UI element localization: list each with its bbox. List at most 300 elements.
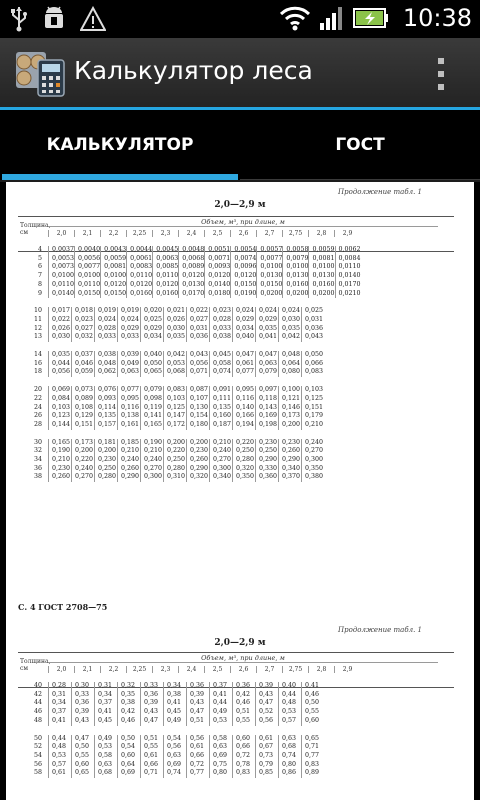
volume-cell: 0,56 — [164, 743, 187, 752]
table-row — [49, 717, 325, 726]
thickness-cell: 56 — [33, 760, 42, 768]
thickness-cell: 32 — [33, 447, 42, 455]
volume-cell: 0,143 — [256, 404, 279, 413]
document-viewer[interactable] — [0, 182, 480, 800]
thickness-column — [24, 246, 42, 298]
volume-cell: 0,34 — [164, 682, 187, 691]
volume-cell: 0,045 — [210, 351, 233, 360]
document-page-1 — [6, 182, 474, 552]
length-header-cell: 2,75 — [282, 230, 308, 237]
volume-cell: 0,63 — [279, 735, 302, 744]
volume-cell: 0,033 — [118, 333, 141, 342]
table-row — [49, 368, 325, 377]
app-logo-icon[interactable] — [14, 48, 66, 98]
table-title: 2,0—2,9 м — [214, 200, 266, 210]
volume-cell: 0,103 — [49, 404, 72, 413]
volume-cell: 0,0130 — [309, 272, 335, 281]
volume-cell: 0,89 — [302, 769, 325, 778]
length-header-cell: 2,8 — [308, 230, 334, 237]
volume-cell: 0,091 — [210, 386, 233, 395]
volume-cell: 0,0160 — [309, 281, 335, 290]
table-row — [49, 255, 361, 264]
volume-cell: 0,146 — [279, 404, 302, 413]
volume-cell: 0,019 — [118, 307, 141, 316]
volume-cell: 0,179 — [302, 412, 325, 421]
volume-cell: 0,200 — [187, 439, 210, 448]
volume-cell: 0,0077 — [75, 263, 101, 272]
thickness-cell: 16 — [33, 359, 42, 367]
volume-cell: 0,194 — [233, 421, 256, 430]
volume-cell: 0,0120 — [153, 281, 179, 290]
length-header-cell: 2,6 — [230, 666, 256, 673]
volume-cell: 0,210 — [49, 456, 72, 465]
volume-cell: 0,160 — [210, 412, 233, 421]
notification-icons — [10, 6, 106, 32]
volume-cell: 0,57 — [279, 717, 302, 726]
overflow-menu-button[interactable] — [438, 58, 446, 90]
volume-cell: 0,52 — [256, 708, 279, 717]
volume-cell: 0,103 — [302, 386, 325, 395]
volume-cell: 0,035 — [256, 325, 279, 334]
volume-cell: 0,37 — [49, 708, 72, 717]
volume-cell: 0,198 — [256, 421, 279, 430]
volume-cell: 0,290 — [279, 456, 302, 465]
volume-cell: 0,0160 — [127, 290, 153, 299]
volume-cell: 0,210 — [141, 447, 164, 456]
volume-cell: 0,031 — [302, 316, 325, 325]
volume-cell: 0,230 — [256, 439, 279, 448]
volume-cell: 0,0100 — [101, 272, 127, 281]
table-row — [49, 333, 325, 342]
thickness-column — [24, 307, 42, 342]
volume-cell: 0,360 — [256, 473, 279, 482]
volume-cell: 0,50 — [302, 699, 325, 708]
volume-cell: 0,038 — [210, 333, 233, 342]
length-header-cell: 2,0 — [48, 666, 74, 673]
volume-cell: 0,157 — [95, 421, 118, 430]
volume-cell: 0,55 — [141, 743, 164, 752]
volume-cell: 0,034 — [141, 333, 164, 342]
volume-cell: 0,079 — [141, 386, 164, 395]
thickness-cell: 9 — [37, 289, 42, 297]
thickness-cell: 30 — [33, 438, 42, 446]
volume-cell: 0,64 — [118, 761, 141, 770]
volume-cell: 0,180 — [187, 421, 210, 430]
volume-cell: 0,151 — [72, 421, 95, 430]
length-header-cell: 2,1 — [74, 666, 100, 673]
volume-cell: 0,0120 — [179, 272, 205, 281]
volume-cell: 0,063 — [256, 360, 279, 369]
volume-cell: 0,0140 — [205, 281, 231, 290]
continuation-note: Продолжение табл. 1 — [338, 188, 422, 196]
table-row — [49, 447, 325, 456]
volume-cell: 0,023 — [210, 307, 233, 316]
volume-cell: 0,087 — [187, 386, 210, 395]
length-header-cell: 2,4 — [178, 230, 204, 237]
volume-cell: 0,31 — [49, 691, 72, 700]
volume-cell: 0,040 — [141, 351, 164, 360]
volume-cell: 0,210 — [118, 447, 141, 456]
volume-cell: 0,076 — [95, 386, 118, 395]
volume-cell: 0,165 — [141, 421, 164, 430]
volume-cell: 0,47 — [141, 717, 164, 726]
overflow-dot-icon — [438, 58, 444, 64]
volume-cell: 0,340 — [279, 465, 302, 474]
volume-cell: 0,0110 — [153, 272, 179, 281]
volume-cell: 0,34 — [95, 691, 118, 700]
thickness-column — [24, 682, 42, 726]
volume-cell: 0,67 — [256, 743, 279, 752]
length-header-cell: 2,2 — [100, 230, 126, 237]
volume-cell: 0,61 — [49, 769, 72, 778]
volume-cell: 0,0073 — [49, 263, 75, 272]
thickness-cell: 5 — [37, 254, 42, 262]
table-row — [49, 386, 325, 395]
volume-cell: 0,0100 — [49, 272, 75, 281]
volume-cell: 0,71 — [302, 743, 325, 752]
volume-cell: 0,026 — [49, 325, 72, 334]
volume-cell: 0,0051 — [205, 246, 231, 255]
volume-cell: 0,37 — [210, 682, 233, 691]
volume-cell: 0,049 — [118, 360, 141, 369]
volume-cell: 0,260 — [187, 456, 210, 465]
volume-cell: 0,51 — [187, 717, 210, 726]
thickness-column — [24, 351, 42, 377]
volume-cell: 0,080 — [279, 368, 302, 377]
volume-cell: 0,78 — [233, 761, 256, 770]
volume-cell: 0,210 — [210, 439, 233, 448]
volume-cell: 0,0170 — [335, 281, 361, 290]
volume-cell: 0,050 — [302, 351, 325, 360]
volume-cell: 0,025 — [302, 307, 325, 316]
volume-cell: 0,310 — [164, 473, 187, 482]
volume-cell: 0,097 — [256, 386, 279, 395]
volume-cell: 0,0100 — [257, 263, 283, 272]
table-row — [49, 395, 325, 404]
tab-gost-label: ГОСТ — [335, 135, 385, 155]
volume-cell: 0,0056 — [75, 255, 101, 264]
volume-cell: 0,55 — [72, 752, 95, 761]
volume-cell: 0,36 — [187, 682, 210, 691]
table-row — [49, 699, 325, 708]
volume-cell: 0,60 — [233, 735, 256, 744]
volume-cell: 0,40 — [279, 682, 302, 691]
volume-cell: 0,320 — [233, 465, 256, 474]
volume-cell: 0,280 — [233, 456, 256, 465]
volume-cell: 0,095 — [233, 386, 256, 395]
table-row — [49, 412, 325, 421]
volume-cell: 0,200 — [72, 447, 95, 456]
thickness-cell: 6 — [37, 263, 42, 271]
volume-cell: 0,0081 — [101, 263, 127, 272]
thickness-cell: 7 — [37, 272, 42, 280]
volume-cell: 0,44 — [279, 691, 302, 700]
thickness-cell: 38 — [33, 473, 42, 481]
length-header-cell: 2,25 — [126, 666, 152, 673]
volume-cell: 0,45 — [95, 717, 118, 726]
volume-cell: 0,63 — [95, 761, 118, 770]
volume-cell: 0,0200 — [257, 290, 283, 299]
volume-cell: 0,138 — [118, 412, 141, 421]
signal-icon — [319, 5, 345, 31]
volume-cell: 0,56 — [187, 735, 210, 744]
volume-cell: 0,0160 — [283, 281, 309, 290]
volume-cell: 0,370 — [279, 473, 302, 482]
volume-cell: 0,119 — [141, 404, 164, 413]
volume-cell: 0,018 — [72, 307, 95, 316]
tab-calculator[interactable] — [0, 110, 240, 180]
volume-cell: 0,0044 — [127, 246, 153, 255]
volume-cell: 0,65 — [72, 769, 95, 778]
thickness-cell: 18 — [33, 368, 42, 376]
volume-cell: 0,42 — [233, 691, 256, 700]
table-row — [49, 316, 325, 325]
volume-cell: 0,49 — [164, 717, 187, 726]
volume-cell: 0,41 — [302, 682, 325, 691]
volume-cell: 0,50 — [72, 743, 95, 752]
volume-cell: 0,61 — [141, 752, 164, 761]
volume-cell: 0,47 — [256, 699, 279, 708]
tab-gost[interactable] — [240, 110, 480, 180]
volume-cell: 0,029 — [141, 325, 164, 334]
volume-cell: 0,0079 — [283, 255, 309, 264]
volume-cell: 0,72 — [233, 752, 256, 761]
document-page-2 — [6, 552, 474, 800]
volume-cell: 0,85 — [256, 769, 279, 778]
volume-cell: 0,53 — [279, 708, 302, 717]
volume-cell: 0,046 — [72, 360, 95, 369]
volume-cell: 0,41 — [49, 717, 72, 726]
thickness-label: Толщина, см — [20, 658, 51, 672]
volume-cell: 0,320 — [187, 473, 210, 482]
volume-cell: 0,58 — [95, 752, 118, 761]
volume-cell: 0,200 — [95, 447, 118, 456]
volume-cell: 0,79 — [256, 761, 279, 770]
volume-cell: 0,019 — [95, 307, 118, 316]
volume-cell: 0,107 — [187, 395, 210, 404]
android-debug-icon — [42, 6, 66, 32]
volume-cell: 0,025 — [141, 316, 164, 325]
table-row — [49, 682, 325, 691]
volume-cell: 0,71 — [141, 769, 164, 778]
volume-cell: 0,0037 — [49, 246, 75, 255]
length-header-cell: 2,4 — [178, 666, 204, 673]
volume-cell: 0,0096 — [231, 263, 257, 272]
volume-cell: 0,0130 — [283, 272, 309, 281]
volume-cell: 0,35 — [118, 691, 141, 700]
volume-cell: 0,260 — [118, 465, 141, 474]
volume-cell: 0,151 — [302, 404, 325, 413]
volume-cell: 0,68 — [95, 769, 118, 778]
volume-cell: 0,033 — [95, 333, 118, 342]
volume-cell: 0,32 — [118, 682, 141, 691]
volume-cell: 0,173 — [279, 412, 302, 421]
volume-cell: 0,165 — [49, 439, 72, 448]
volume-cell: 0,260 — [49, 473, 72, 482]
volume-cell: 0,027 — [187, 316, 210, 325]
volume-cell: 0,0100 — [309, 263, 335, 272]
volume-cell: 0,050 — [141, 360, 164, 369]
volume-cell: 0,044 — [49, 360, 72, 369]
volume-cell: 0,300 — [141, 473, 164, 482]
volume-cell: 0,135 — [95, 412, 118, 421]
volume-cell: 0,66 — [233, 743, 256, 752]
usb-icon — [10, 6, 28, 32]
volume-cell: 0,084 — [49, 395, 72, 404]
volume-cell: 0,0180 — [205, 290, 231, 299]
volume-cell: 0,0150 — [257, 281, 283, 290]
volume-cell: 0,210 — [302, 421, 325, 430]
volume-cell: 0,60 — [118, 752, 141, 761]
volume-cell: 0,0089 — [179, 263, 205, 272]
thickness-cell: 52 — [33, 743, 42, 751]
volume-cell: 0,270 — [302, 447, 325, 456]
volume-table-group — [48, 351, 325, 377]
volume-cell: 0,140 — [233, 404, 256, 413]
length-header-cell: 2,0 — [48, 230, 74, 237]
volume-cell: 0,60 — [302, 717, 325, 726]
volume-cell: 0,038 — [95, 351, 118, 360]
volume-cell: 0,100 — [279, 386, 302, 395]
volume-cell: 0,43 — [187, 699, 210, 708]
volume-cell: 0,250 — [164, 456, 187, 465]
volume-cell: 0,0093 — [205, 263, 231, 272]
volume-cell: 0,135 — [210, 404, 233, 413]
volume-cell: 0,74 — [279, 752, 302, 761]
volume-cell: 0,0081 — [309, 255, 335, 264]
volume-cell: 0,66 — [187, 752, 210, 761]
table-row — [49, 246, 361, 255]
volume-cell: 0,340 — [210, 473, 233, 482]
volume-cell: 0,55 — [302, 708, 325, 717]
volume-cell: 0,023 — [72, 316, 95, 325]
thickness-cell: 4 — [37, 246, 42, 253]
volume-cell: 0,47 — [187, 708, 210, 717]
volume-cell: 0,39 — [72, 708, 95, 717]
volume-cell: 0,34 — [49, 699, 72, 708]
volume-cell: 0,035 — [164, 333, 187, 342]
volume-cell: 0,0062 — [335, 246, 361, 255]
volume-cell: 0,220 — [233, 439, 256, 448]
volume-cell: 0,026 — [164, 316, 187, 325]
volume-cell: 0,130 — [187, 404, 210, 413]
volume-cell: 0,39 — [256, 682, 279, 691]
volume-cell: 0,300 — [302, 456, 325, 465]
volume-cell: 0,0120 — [231, 272, 257, 281]
volume-cell: 0,0120 — [101, 281, 127, 290]
volume-cell: 0,33 — [141, 682, 164, 691]
volume-cell: 0,0150 — [231, 281, 257, 290]
volume-cell: 0,77 — [302, 752, 325, 761]
thickness-cell: 14 — [33, 351, 42, 358]
volume-cell: 0,0053 — [49, 255, 75, 264]
volume-cell: 0,0063 — [153, 255, 179, 264]
volume-cell: 0,350 — [233, 473, 256, 482]
thickness-cell: 34 — [33, 456, 42, 463]
volume-cell: 0,280 — [95, 473, 118, 482]
length-header-cell: 2,5 — [204, 666, 230, 673]
table-row — [49, 360, 325, 369]
volume-cell: 0,77 — [187, 769, 210, 778]
volume-cell: 0,017 — [49, 307, 72, 316]
volume-cell: 0,042 — [279, 333, 302, 342]
volume-cell: 0,147 — [164, 412, 187, 421]
volume-cell: 0,190 — [141, 439, 164, 448]
volume-cell: 0,022 — [187, 307, 210, 316]
volume-cell: 0,69 — [210, 752, 233, 761]
thickness-cell: 46 — [33, 708, 42, 716]
thickness-cell: 58 — [33, 769, 42, 777]
volume-table-group — [48, 735, 325, 779]
volume-cell: 0,36 — [233, 682, 256, 691]
volume-cell: 0,040 — [233, 333, 256, 342]
volume-cell: 0,083 — [164, 386, 187, 395]
volume-cell: 0,54 — [118, 743, 141, 752]
volume-cell: 0,035 — [279, 325, 302, 334]
volume-cell: 0,0048 — [179, 246, 205, 255]
volume-cell: 0,63 — [210, 743, 233, 752]
volume-cell: 0,056 — [187, 360, 210, 369]
length-header-cell: 2,7 — [256, 230, 282, 237]
volume-cell: 0,0058 — [283, 246, 309, 255]
length-header-cell: 2,3 — [152, 666, 178, 673]
volume-cell: 0,059 — [72, 368, 95, 377]
volume-label: Объем, м³, при длине, м — [48, 218, 438, 227]
volume-cell: 0,161 — [118, 421, 141, 430]
volume-cell: 0,0140 — [335, 272, 361, 281]
thickness-cell: 36 — [33, 464, 42, 472]
volume-cell: 0,39 — [141, 699, 164, 708]
table-row — [49, 465, 325, 474]
volume-cell: 0,048 — [95, 360, 118, 369]
volume-cell: 0,0054 — [231, 246, 257, 255]
volume-cell: 0,290 — [118, 473, 141, 482]
app-title: Калькулятор леса — [74, 56, 313, 85]
volume-cell: 0,230 — [49, 465, 72, 474]
volume-cell: 0,0110 — [335, 263, 361, 272]
volume-cell: 0,50 — [118, 735, 141, 744]
volume-cell: 0,0043 — [101, 246, 127, 255]
volume-cell: 0,61 — [256, 735, 279, 744]
thickness-cell: 11 — [33, 315, 42, 323]
wifi-icon — [279, 5, 311, 31]
volume-cell: 0,169 — [256, 412, 279, 421]
volume-cell: 0,029 — [256, 316, 279, 325]
volume-cell: 0,027 — [72, 325, 95, 334]
volume-cell: 0,74 — [164, 769, 187, 778]
volume-cell: 0,061 — [233, 360, 256, 369]
volume-cell: 0,36 — [141, 691, 164, 700]
volume-cell: 0,270 — [141, 465, 164, 474]
length-header-cell: 2,9 — [334, 230, 360, 237]
volume-cell: 0,270 — [210, 456, 233, 465]
thickness-cell: 13 — [33, 333, 42, 341]
volume-cell: 0,47 — [72, 735, 95, 744]
thickness-cell: 42 — [33, 690, 42, 698]
table-row — [49, 404, 325, 413]
volume-cell: 0,037 — [72, 351, 95, 360]
volume-cell: 0,48 — [49, 743, 72, 752]
volume-cell: 0,49 — [210, 708, 233, 717]
volume-cell: 0,031 — [187, 325, 210, 334]
volume-cell: 0,0110 — [49, 281, 75, 290]
volume-cell: 0,0130 — [179, 281, 205, 290]
volume-cell: 0,45 — [164, 708, 187, 717]
thickness-label: Толщина, см — [20, 222, 51, 236]
volume-cell: 0,55 — [233, 717, 256, 726]
volume-cell: 0,0190 — [231, 290, 257, 299]
thickness-cell: 12 — [33, 324, 42, 332]
